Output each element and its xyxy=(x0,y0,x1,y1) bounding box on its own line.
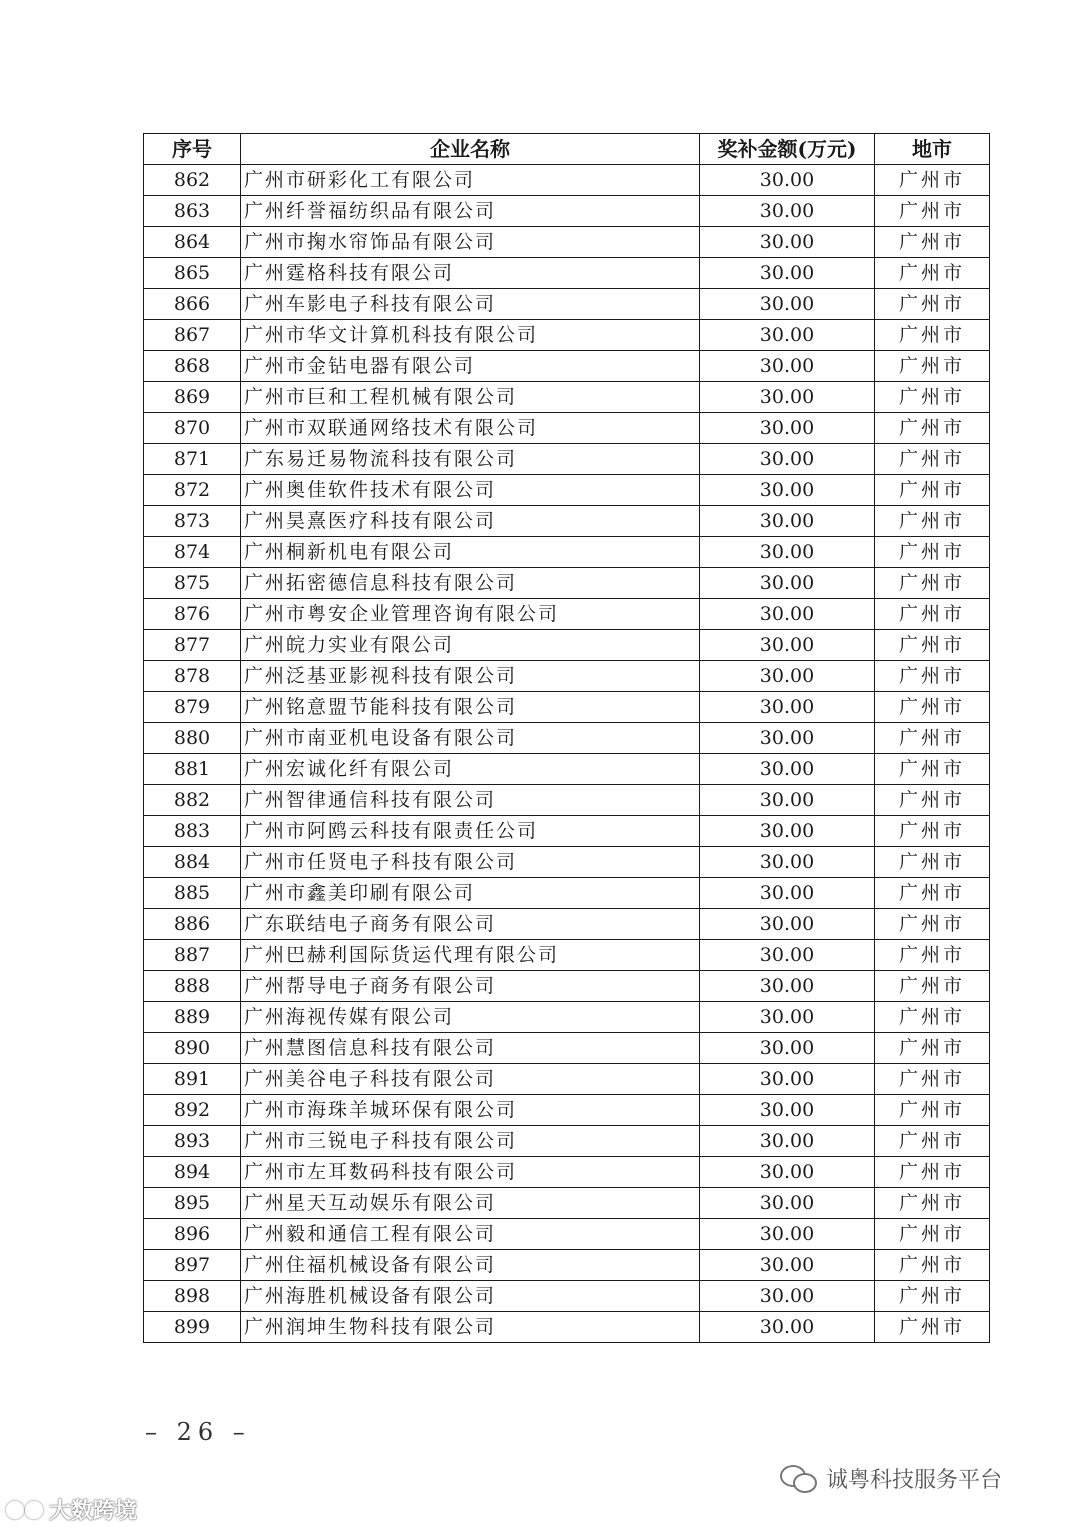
row-company-name: 广州帮导电子商务有限公司 xyxy=(241,971,700,1002)
row-amount: 30.00 xyxy=(700,196,875,227)
row-company-name: 广州润坤生物科技有限公司 xyxy=(241,1312,700,1343)
row-seq: 873 xyxy=(144,506,241,537)
row-amount: 30.00 xyxy=(700,816,875,847)
header-amount: 奖补金额(万元) xyxy=(700,134,875,165)
table-row xyxy=(144,785,990,816)
row-city: 广州市 xyxy=(875,1281,990,1312)
table-row xyxy=(144,599,990,630)
row-city: 广州市 xyxy=(875,289,990,320)
row-company-name: 广州昊熹医疗科技有限公司 xyxy=(241,506,700,537)
row-seq: 888 xyxy=(144,971,241,1002)
row-seq: 887 xyxy=(144,940,241,971)
row-amount: 30.00 xyxy=(700,537,875,568)
row-seq: 876 xyxy=(144,599,241,630)
row-amount: 30.00 xyxy=(700,1064,875,1095)
row-city: 广州市 xyxy=(875,661,990,692)
table-row xyxy=(144,878,990,909)
table-row xyxy=(144,971,990,1002)
row-city: 广州市 xyxy=(875,351,990,382)
row-city: 广州市 xyxy=(875,847,990,878)
table-row xyxy=(144,754,990,785)
row-seq: 885 xyxy=(144,878,241,909)
row-city: 广州市 xyxy=(875,878,990,909)
row-amount: 30.00 xyxy=(700,289,875,320)
table-row xyxy=(144,382,990,413)
row-company-name: 广州智律通信科技有限公司 xyxy=(241,785,700,816)
row-company-name: 广州拓密德信息科技有限公司 xyxy=(241,568,700,599)
row-amount: 30.00 xyxy=(700,785,875,816)
table-row xyxy=(144,289,990,320)
row-company-name: 广州市南亚机电设备有限公司 xyxy=(241,723,700,754)
row-city: 广州市 xyxy=(875,227,990,258)
table-row xyxy=(144,1033,990,1064)
row-amount: 30.00 xyxy=(700,258,875,289)
row-company-name: 广州宏诚化纤有限公司 xyxy=(241,754,700,785)
table-row xyxy=(144,661,990,692)
header-city: 地市 xyxy=(875,134,990,165)
row-seq: 866 xyxy=(144,289,241,320)
watermark-left-text: 大数跨境 xyxy=(49,1499,138,1524)
row-city: 广州市 xyxy=(875,785,990,816)
table-row xyxy=(144,227,990,258)
row-city: 广州市 xyxy=(875,444,990,475)
row-city: 广州市 xyxy=(875,909,990,940)
row-city: 广州市 xyxy=(875,568,990,599)
row-company-name: 广东易迁易物流科技有限公司 xyxy=(241,444,700,475)
row-amount: 30.00 xyxy=(700,847,875,878)
table-row xyxy=(144,258,990,289)
row-company-name: 广州市双联通网络技术有限公司 xyxy=(241,413,700,444)
row-amount: 30.00 xyxy=(700,661,875,692)
row-company-name: 广州霆格科技有限公司 xyxy=(241,258,700,289)
row-seq: 890 xyxy=(144,1033,241,1064)
table-row xyxy=(144,196,990,227)
row-seq: 899 xyxy=(144,1312,241,1343)
row-seq: 865 xyxy=(144,258,241,289)
row-seq: 883 xyxy=(144,816,241,847)
row-amount: 30.00 xyxy=(700,1219,875,1250)
row-seq: 880 xyxy=(144,723,241,754)
watermark-right xyxy=(780,1463,1002,1494)
row-company-name: 广州海视传媒有限公司 xyxy=(241,1002,700,1033)
row-company-name: 广州市任贤电子科技有限公司 xyxy=(241,847,700,878)
row-seq: 875 xyxy=(144,568,241,599)
row-city: 广州市 xyxy=(875,816,990,847)
table-row xyxy=(144,1002,990,1033)
wechat-icon xyxy=(780,1465,818,1493)
row-seq: 864 xyxy=(144,227,241,258)
row-city: 广州市 xyxy=(875,1157,990,1188)
table-row xyxy=(144,506,990,537)
row-city: 广州市 xyxy=(875,1312,990,1343)
row-amount: 30.00 xyxy=(700,413,875,444)
table-row xyxy=(144,1250,990,1281)
row-company-name: 广州毅和通信工程有限公司 xyxy=(241,1219,700,1250)
row-seq: 895 xyxy=(144,1188,241,1219)
row-amount: 30.00 xyxy=(700,1281,875,1312)
row-amount: 30.00 xyxy=(700,630,875,661)
row-company-name: 广州奥佳软件技术有限公司 xyxy=(241,475,700,506)
row-amount: 30.00 xyxy=(700,1126,875,1157)
row-company-name: 广州市三锐电子科技有限公司 xyxy=(241,1126,700,1157)
row-seq: 869 xyxy=(144,382,241,413)
row-city: 广州市 xyxy=(875,1002,990,1033)
table-row xyxy=(144,816,990,847)
table-row xyxy=(144,568,990,599)
row-company-name: 广州市研彩化工有限公司 xyxy=(241,165,700,196)
row-amount: 30.00 xyxy=(700,568,875,599)
table-row xyxy=(144,630,990,661)
row-seq: 877 xyxy=(144,630,241,661)
row-seq: 871 xyxy=(144,444,241,475)
row-amount: 30.00 xyxy=(700,1157,875,1188)
row-amount: 30.00 xyxy=(700,165,875,196)
row-seq: 894 xyxy=(144,1157,241,1188)
row-seq: 892 xyxy=(144,1095,241,1126)
row-city: 广州市 xyxy=(875,599,990,630)
row-city: 广州市 xyxy=(875,537,990,568)
table-row xyxy=(144,537,990,568)
row-company-name: 广州纤誉福纺织品有限公司 xyxy=(241,196,700,227)
row-city: 广州市 xyxy=(875,723,990,754)
row-seq: 886 xyxy=(144,909,241,940)
row-city: 广州市 xyxy=(875,971,990,1002)
row-company-name: 广州市掬水帘饰品有限公司 xyxy=(241,227,700,258)
table-row xyxy=(144,1157,990,1188)
row-city: 广州市 xyxy=(875,1126,990,1157)
row-amount: 30.00 xyxy=(700,599,875,630)
table-row xyxy=(144,1188,990,1219)
table-row xyxy=(144,351,990,382)
row-seq: 891 xyxy=(144,1064,241,1095)
row-city: 广州市 xyxy=(875,165,990,196)
row-city: 广州市 xyxy=(875,196,990,227)
table-row xyxy=(144,940,990,971)
row-amount: 30.00 xyxy=(700,723,875,754)
row-seq: 897 xyxy=(144,1250,241,1281)
row-seq: 874 xyxy=(144,537,241,568)
row-seq: 870 xyxy=(144,413,241,444)
row-amount: 30.00 xyxy=(700,506,875,537)
table-row xyxy=(144,909,990,940)
row-company-name: 广州住福机械设备有限公司 xyxy=(241,1250,700,1281)
row-city: 广州市 xyxy=(875,754,990,785)
table-row xyxy=(144,320,990,351)
watermark-left xyxy=(6,1494,137,1525)
row-seq: 881 xyxy=(144,754,241,785)
row-company-name: 广州市左耳数码科技有限公司 xyxy=(241,1157,700,1188)
table-row xyxy=(144,723,990,754)
table-row xyxy=(144,1312,990,1343)
row-company-name: 广州桐新机电有限公司 xyxy=(241,537,700,568)
row-amount: 30.00 xyxy=(700,382,875,413)
row-seq: 863 xyxy=(144,196,241,227)
row-amount: 30.00 xyxy=(700,1250,875,1281)
row-city: 广州市 xyxy=(875,1250,990,1281)
row-amount: 30.00 xyxy=(700,1002,875,1033)
row-company-name: 广州铭意盟节能科技有限公司 xyxy=(241,692,700,723)
row-city: 广州市 xyxy=(875,1033,990,1064)
row-company-name: 广州市海珠羊城环保有限公司 xyxy=(241,1095,700,1126)
table-row xyxy=(144,692,990,723)
row-seq: 878 xyxy=(144,661,241,692)
row-city: 广州市 xyxy=(875,475,990,506)
row-amount: 30.00 xyxy=(700,940,875,971)
table-row xyxy=(144,1095,990,1126)
table-row xyxy=(144,1219,990,1250)
table-row xyxy=(144,1064,990,1095)
header-seq: 序号 xyxy=(144,134,241,165)
table-row xyxy=(144,444,990,475)
row-seq: 884 xyxy=(144,847,241,878)
row-seq: 862 xyxy=(144,165,241,196)
row-city: 广州市 xyxy=(875,692,990,723)
row-amount: 30.00 xyxy=(700,351,875,382)
row-company-name: 广州市巨和工程机械有限公司 xyxy=(241,382,700,413)
row-city: 广州市 xyxy=(875,1095,990,1126)
row-city: 广州市 xyxy=(875,1064,990,1095)
row-company-name: 广州市华文计算机科技有限公司 xyxy=(241,320,700,351)
row-company-name: 广州市粤安企业管理咨询有限公司 xyxy=(241,599,700,630)
row-seq: 868 xyxy=(144,351,241,382)
row-amount: 30.00 xyxy=(700,1188,875,1219)
row-company-name: 广州巴赫利国际货运代理有限公司 xyxy=(241,940,700,971)
row-city: 广州市 xyxy=(875,413,990,444)
table-header-row xyxy=(144,134,990,165)
row-seq: 889 xyxy=(144,1002,241,1033)
row-company-name: 广州海胜机械设备有限公司 xyxy=(241,1281,700,1312)
row-city: 广州市 xyxy=(875,1219,990,1250)
table-row xyxy=(144,847,990,878)
row-amount: 30.00 xyxy=(700,227,875,258)
row-city: 广州市 xyxy=(875,382,990,413)
row-seq: 879 xyxy=(144,692,241,723)
row-city: 广州市 xyxy=(875,1188,990,1219)
row-amount: 30.00 xyxy=(700,1033,875,1064)
header-company-name: 企业名称 xyxy=(241,134,700,165)
row-city: 广州市 xyxy=(875,506,990,537)
row-company-name: 广州泛基亚影视科技有限公司 xyxy=(241,661,700,692)
row-amount: 30.00 xyxy=(700,320,875,351)
page-number: – 26 – xyxy=(145,1418,251,1446)
row-city: 广州市 xyxy=(875,320,990,351)
table-row xyxy=(144,1281,990,1312)
row-city: 广州市 xyxy=(875,940,990,971)
table-row xyxy=(144,165,990,196)
row-amount: 30.00 xyxy=(700,754,875,785)
row-amount: 30.00 xyxy=(700,692,875,723)
row-company-name: 广州慧图信息科技有限公司 xyxy=(241,1033,700,1064)
row-amount: 30.00 xyxy=(700,1095,875,1126)
row-amount: 30.00 xyxy=(700,444,875,475)
row-seq: 893 xyxy=(144,1126,241,1157)
row-company-name: 广州星天互动娱乐有限公司 xyxy=(241,1188,700,1219)
table-row xyxy=(144,475,990,506)
row-seq: 898 xyxy=(144,1281,241,1312)
row-seq: 882 xyxy=(144,785,241,816)
subsidy-table xyxy=(143,133,990,1343)
row-seq: 867 xyxy=(144,320,241,351)
watermark-right-text: 诚粤科技服务平台 xyxy=(826,1468,1003,1493)
row-company-name: 广州美谷电子科技有限公司 xyxy=(241,1064,700,1095)
row-company-name: 广州市阿鸥云科技有限责任公司 xyxy=(241,816,700,847)
table-row xyxy=(144,413,990,444)
row-seq: 896 xyxy=(144,1219,241,1250)
row-city: 广州市 xyxy=(875,630,990,661)
row-amount: 30.00 xyxy=(700,1312,875,1343)
row-amount: 30.00 xyxy=(700,878,875,909)
row-amount: 30.00 xyxy=(700,909,875,940)
row-amount: 30.00 xyxy=(700,971,875,1002)
link-circles-icon xyxy=(6,1501,43,1519)
table-row xyxy=(144,1126,990,1157)
row-company-name: 广州市鑫美印刷有限公司 xyxy=(241,878,700,909)
row-seq: 872 xyxy=(144,475,241,506)
row-amount: 30.00 xyxy=(700,475,875,506)
row-company-name: 广州车影电子科技有限公司 xyxy=(241,289,700,320)
row-company-name: 广州市金钻电器有限公司 xyxy=(241,351,700,382)
row-city: 广州市 xyxy=(875,258,990,289)
row-company-name: 广东联结电子商务有限公司 xyxy=(241,909,700,940)
row-company-name: 广州皖力实业有限公司 xyxy=(241,630,700,661)
